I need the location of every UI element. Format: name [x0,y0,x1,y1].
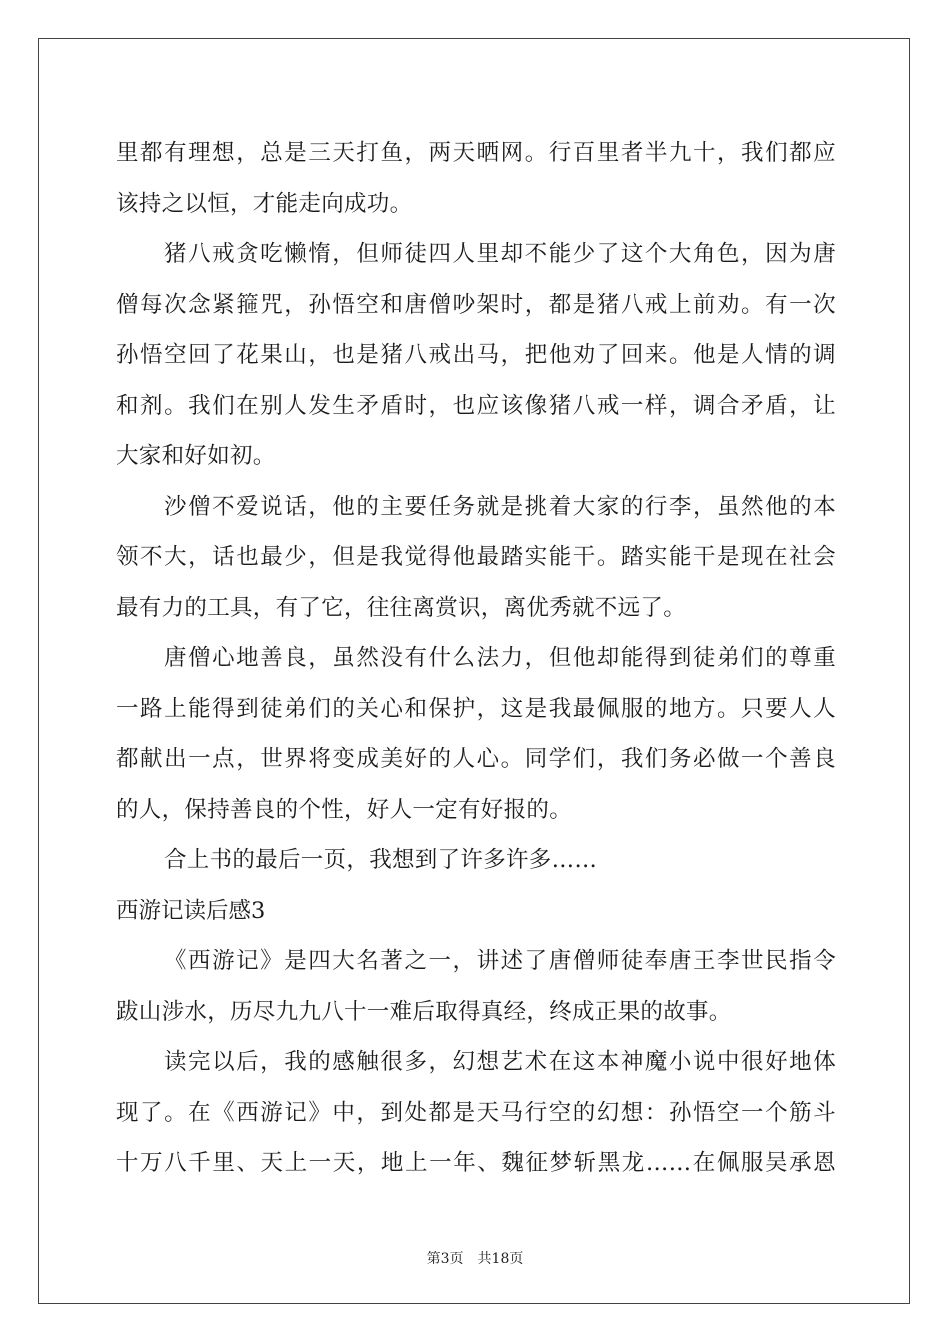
section-heading: 西游记读后感3 [116,897,266,924]
text-line: 都献出一点，世界将变成美好的人心。同学们，我们务必做一个善良 [116,746,836,772]
text-line: 最有力的工具，有了它，往往离赏识，离优秀就不远了。 [116,594,687,621]
text-line: 读完以后，我的感触很多，幻想艺术在这本神魔小说中很好地体 [164,1049,836,1075]
text-line: 现了。在《西游记》中，到处都是天马行空的幻想：孙悟空一个筋斗 [116,1099,836,1126]
total-pages-label: 共18页 [477,1251,524,1267]
text-line: 僧每次念紧箍咒，孙悟空和唐僧吵架时，都是猪八戒上前劝。有一次 [116,291,836,318]
text-line: 孙悟空回了花果山，也是猪八戒出马，把他劝了回来。他是人情的调 [116,342,836,368]
text-line: 大家和好如初。 [116,443,276,469]
text-line: 的人，保持善良的个性，好人一定有好报的。 [116,796,573,823]
text-line: 该持之以恒，才能走向成功。 [116,190,413,217]
current-page-label: 第3页 [426,1251,464,1267]
text-line: 里都有理想，总是三天打鱼，两天晒网。行百里者半九十，我们都应 [116,140,836,166]
text-line: 一路上能得到徒弟们的关心和保护，这是我最佩服的地方。只要人人 [116,695,836,722]
text-line: 合上书的最后一页，我想到了许多许多…… [164,847,598,873]
text-line: 领不大，话也最少，但是我觉得他最踏实能干。踏实能干是现在社会 [116,544,836,570]
page-footer [0,1248,950,1268]
text-line: 猪八戒贪吃懒惰，但师徒四人里却不能少了这个大角色，因为唐 [164,241,836,267]
text-line: 十万八千里、天上一天，地上一年、魏征梦斩黑龙……在佩服吴承恩 [116,1150,836,1176]
text-line: 沙僧不爱说话，他的主要任务就是挑着大家的行李，虽然他的本 [164,493,836,520]
document-body [116,128,836,1189]
text-line: 《西游记》是四大名著之一，讲述了唐僧师徒奉唐王李世民指令 [164,948,836,974]
text-line: 唐僧心地善良，虽然没有什么法力，但他却能得到徒弟们的尊重 [164,645,836,671]
text-line: 和剂。我们在别人发生矛盾时，也应该像猪八戒一样，调合矛盾，让 [116,392,836,419]
text-line: 跋山涉水，历尽九九八十一难后取得真经，终成正果的故事。 [116,998,732,1025]
